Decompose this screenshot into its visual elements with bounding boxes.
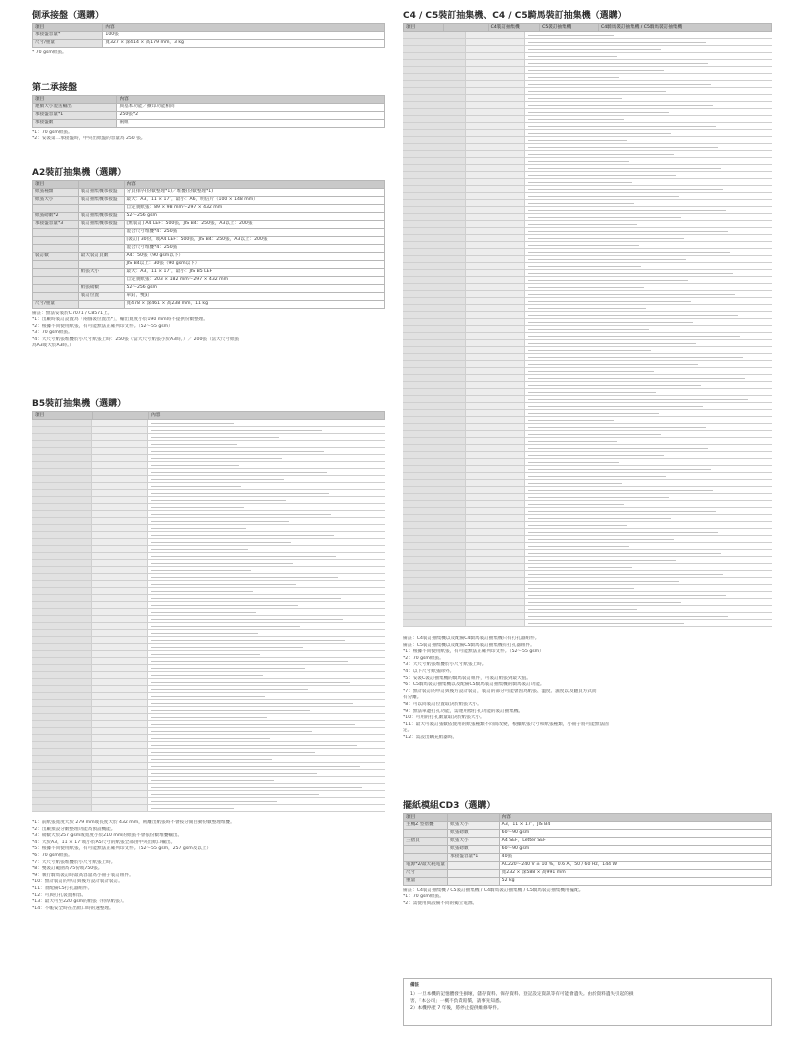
footnote: *7：大尺寸紙張堆疊於小尺寸紙張上時。 [32,859,116,865]
table-row [403,235,772,242]
table-row [32,665,385,672]
table-row [403,228,772,235]
row-sublabel: 紙張磅數 [448,829,500,837]
table-row [32,686,385,693]
table-row [32,448,385,455]
row-value: 寬232 × 深588 × 高991 mm [499,869,771,877]
row-value: 自定義紙張：203 × 182 mm～297 × 432 mm [124,276,385,284]
table-row [403,480,772,487]
table-row [403,32,772,39]
row-value: [無裝訂] A4 LEF：500張，JIS B4：250張，A3以上：200張 [124,220,385,228]
row-value: 最大：A3，11 × 17″，最小：JIS B5 LEF [124,268,385,276]
header-cell: 內容 [124,181,385,189]
table-row [32,644,385,651]
table-row [32,693,385,700]
row-value: 40張 [499,853,771,861]
section-title: C4 / C5裝訂抽集機、C4 / C5騎馬裝訂抽集機（選購） [403,11,627,21]
table-row [32,805,385,812]
table-row [403,438,772,445]
table-row [32,476,385,483]
table-row [32,777,385,784]
row-label: 紙張大小 [33,196,79,204]
table-row [403,368,772,375]
table-row [403,298,772,305]
footnote: *2：安裝第二承接盤時，中央出紙盤的容量為 250 張。 [32,136,146,142]
footnote: *1：前紙張寬度大於 279 mm或長度大於 432 mm，則離出紙張時不會按分開目動份數整理堆疊。 [32,820,235,825]
row-value: 寬327 × 深414 × 高179 mm，3 kg [103,39,385,47]
footnote: *7：無計裝訂的申訂與後方設計裝訂，裝訂的部分可能會因為紙張、溫度、濕度以及翻頁方式而 [403,688,597,694]
footnote: *2：出廠預設分數整理功能為預設機能。 [32,826,116,832]
table-row [32,539,385,546]
table-row [403,501,772,508]
table-row [32,700,385,707]
table-row [32,490,385,497]
table-row [403,452,772,459]
table-row [403,256,772,263]
table-row [32,735,385,742]
table-row [403,277,772,284]
table-row [403,144,772,151]
notice-line: 害，「本公司」一概不負責賠償，請事先知悉。 [410,998,505,1004]
header-cell: 項目 [33,181,79,189]
table-row [403,249,772,256]
footnote: *5：根據不同使用紙張，有可能無法正確列印文件。（52～55 gsm，257 gsm及以上） [32,846,212,852]
row-value: A4 SEF，Letter SEF [499,837,771,845]
table-row [403,270,772,277]
table-row [32,567,385,574]
notice-box [403,978,772,1026]
table-row [32,791,385,798]
table-row [403,263,772,270]
table-row [403,571,772,578]
table-row [403,123,772,130]
table-row [32,581,385,588]
table-row [403,578,772,585]
table-row [32,574,385,581]
row-sublabel: 裝訂位置 [78,292,124,300]
header-cell: 內容 [117,96,385,104]
table-row [403,396,772,403]
section-title: 第二承接盤 [32,83,78,93]
table-row [32,518,385,525]
spec-table [403,813,772,886]
table-row [403,347,772,354]
table-row [403,508,772,515]
table-row [403,137,772,144]
table-row [32,602,385,609]
footnote: * 70 gsm紙張。 [32,49,67,55]
row-sublabel: 紙張大小 [78,268,124,276]
table-row [403,95,772,102]
row-label: 紙張種類 [33,188,79,196]
table-row [32,756,385,763]
row-value: 分頁排序(份數整理*1)／堆疊(份數整理*1) [124,188,385,196]
table-row [403,564,772,571]
footnote: 備註：C4裝訂抽集機 / C5裝訂抽集機 / C4騎馬裝訂抽集機 / C5騎馬裝訂抽集機用擺配。 [403,887,584,893]
row-label: 承接盤容量* [33,31,103,39]
table-row [403,543,772,550]
row-label: 承接盤數 [33,119,117,127]
table-row [403,214,772,221]
row-value: JIS B4以上：30張（90 gsm以下） [124,260,385,268]
table-row [403,417,772,424]
row-label: 承接盤容量*1 [33,111,117,119]
row-value: 52～256 gsm [124,212,385,220]
footnote: *9：執行騎馬裝訂時最高容量為小冊子裝訂組件。 [32,872,134,878]
row-value: 60～90 gsm [499,845,771,853]
row-sublabel: 裝訂抽集機承接盤 [78,220,124,228]
footnote: *4：大尺寸紙張堆疊於小尺寸紙張上時：250張（當大尺寸紙張小於A3時。）／ 200張（當大尺寸紙張 [32,336,240,342]
table-row [32,546,385,553]
table-row [32,497,385,504]
header-cell: 項目 [404,814,448,822]
table-row [403,74,772,81]
table-row [403,53,772,60]
row-value: 與基本功能／擴印功能相同 [117,103,385,111]
footnote: *4：以下尺寸紙張除外。 [403,668,455,674]
table-row [32,427,385,434]
table-row [403,466,772,473]
table-row [32,462,385,469]
table-row [403,60,772,67]
footnote: *12：可與打孔裝置相容。 [32,892,87,898]
table-row [403,550,772,557]
table-row [403,305,772,312]
header-cell: C4騎馬裝訂抽集機 / C5騎馬裝訂抽集機 [599,24,772,32]
table-row [32,637,385,644]
table-row [403,340,772,347]
row-label: 電源*2/最大耗電量 [404,861,448,869]
row-label: 紙張磅數*2 [33,212,79,220]
row-label: 三摺頁 [404,837,448,845]
a2-finisher-section [32,167,385,350]
second-tray-section [32,82,385,143]
table-row [403,515,772,522]
table-row [403,599,772,606]
b5-finisher-section [32,398,385,911]
footnote: *2：根據不同使用紙張，有可能無法正確列印文件。（52～55 gsm） [32,323,173,329]
table-row [32,441,385,448]
footnote: 為A3或大於A3時。） [32,343,74,349]
table-row [403,382,772,389]
footnote: *10：可用的打孔數量取決於紙張大小。 [403,715,485,721]
table-row [32,672,385,679]
footnote: *1：70 gsm紙張。 [32,129,73,135]
spec-table [403,23,772,32]
row-value: 兩組 [117,119,385,127]
row-value: 52 kg [499,877,771,885]
table-row [403,193,772,200]
table-row [32,525,385,532]
table-row [403,606,772,613]
row-sublabel: 紙張大小 [448,837,500,845]
table-row [32,714,385,721]
table-body [32,420,385,816]
spec-table [32,411,385,420]
table-row [403,494,772,501]
section-title: 擺紙模組CD3（選購） [403,801,496,811]
footnote: *4：大於A3，11 × 17″或小於A5尺寸的紙張全部由中央出紙口輸出。 [32,839,176,845]
table-row [403,592,772,599]
table-row [403,109,772,116]
table-row [403,81,772,88]
table-row [32,560,385,567]
footnote: 備註：C4裝訂抽集機以及配備C4騎馬裝訂抽集機只有打孔器組件。 [403,636,540,641]
footnote: *14：不帳安全時在出紙口時的速整理。 [32,905,114,911]
table-row [403,102,772,109]
table-row [32,595,385,602]
table-row [32,679,385,686]
table-row [403,445,772,452]
footnote: 備註：C5裝訂抽集機以及配備C5騎馬裝訂抽集機有打孔器組件。 [403,642,535,648]
header-cell: 內容 [499,814,771,822]
table-row [32,532,385,539]
row-label: 連續大小混送輸出 [33,103,117,111]
footnote: 有分離。 [403,695,422,701]
table-row [403,46,772,53]
row-sublabel: 承接盤容量*1 [448,853,500,861]
header-cell: 內容 [103,24,385,32]
table-row [403,354,772,361]
table-row [403,403,772,410]
table-row [403,186,772,193]
table-row [32,742,385,749]
row-value: 寬478 × 深461 × 高238 mm，11 kg [124,300,385,308]
table-row [32,483,385,490]
row-value: 100張 [103,31,385,39]
table-row [32,728,385,735]
table-row [32,651,385,658]
table-row [32,749,385,756]
table-row [403,557,772,564]
table-row [32,469,385,476]
footnote: *3：磅數大於257 gsm或寬度小於210 mm的紙張不會依份數堆疊輸出。 [32,833,183,839]
row-value: 250張*2 [117,111,385,119]
row-label: 尺寸 [404,869,448,877]
footnote: *5：安裝C裝訂抽集機的騎馬裝訂組件，可裝訂紙張到最大值。 [403,675,531,681]
table-row [403,431,772,438]
table-row [32,623,385,630]
table-row [403,613,772,620]
table-row [32,420,385,427]
row-value: 最大：A3，11 × 17″，最小：A6，明信片（100 × 148 mm） [124,196,385,204]
table-row [403,116,772,123]
table-row [32,798,385,805]
header-cell: C5裝訂抽集機 [540,24,599,32]
row-value: A3，11 × 17″，JIS B4 [499,821,771,829]
table-row [403,424,772,431]
row-value: AC220～240 V ± 10 %，0.6 A，50 / 60 Hz，144 W [499,861,771,869]
table-row [403,389,772,396]
table-row [32,553,385,560]
table-row [403,158,772,165]
row-value: 單釘，雙釘 [124,292,385,300]
table-row [403,242,772,249]
footnote: *1：70 gsm紙張。 [403,894,444,900]
cd3-module-section [403,800,772,908]
table-row [403,522,772,529]
row-label: 尺寸/重量 [33,39,103,47]
table-row [403,585,772,592]
table-row [403,487,772,494]
row-sublabel: 裝訂抽集機承接盤 [78,212,124,220]
table-row [32,455,385,462]
table-row [32,658,385,665]
side-feeder-section [32,10,385,57]
row-label: 尺寸/重量 [33,300,79,308]
table-row [403,333,772,340]
footnote: *11：須配備C5打孔器組件。 [32,885,93,891]
table-row [403,529,772,536]
row-sublabel: 裝訂抽集機承接盤 [78,188,124,196]
table-row [32,707,385,714]
table-row [32,616,385,623]
footnote: *13：最大可至220 gsm的紙張（特厚紙張）。 [32,899,127,905]
table-row [32,504,385,511]
row-value: 52～256 gsm [124,284,385,292]
table-row [403,130,772,137]
table-row [403,207,772,214]
table-row [403,284,772,291]
footnote: *8：雙裝訂範圍為75份或750張。 [32,866,103,872]
table-row [403,361,772,368]
footnote: *1：出廠時裝訂設置為「兩個裝位置出*」，輸出寬度小於190 mm時不提供份數整理。 [32,317,208,323]
row-sublabel: 裝訂抽集機承接盤 [78,196,124,204]
row-label: 主機Z 型摺疊 [404,821,448,829]
row-value: 混合尺寸堆疊*4：250張 [124,244,385,252]
row-value: A4：50張（90 gsm以下） [124,252,385,260]
row-sublabel: 最大裝訂頁數 [78,252,124,260]
footnote: *12：需設出購充紙器時。 [403,734,458,740]
table-row [403,151,772,158]
header-cell: 項目 [33,412,93,420]
row-label: 重量 [404,877,448,885]
header-cell: 項目 [404,24,444,32]
notice-title: 備註 [410,983,420,988]
table-body [403,32,772,632]
header-cell: 項目 [33,24,103,32]
spec-table [32,23,385,48]
table-row [403,326,772,333]
footnote: *9：無法單邊打孔功能，需連用標打孔功能的裝訂抽集機。 [403,708,524,714]
table-row [403,39,772,46]
table-row [32,511,385,518]
c4c5-finisher-section [403,10,772,740]
table-row [403,88,772,95]
table-row [32,609,385,616]
row-value: 混合尺寸堆疊*4：250張 [124,228,385,236]
table-row [403,459,772,466]
row-value: [裝訂] 30份，或A4 LEF：500張，JIS B4：250張，A3以上：200張 [124,236,385,244]
footnote: *2：70 gsm紙張。 [403,655,444,661]
table-row [403,291,772,298]
footnote: *3：大尺寸紙張堆疊於小尺寸紙張上時。 [403,662,487,668]
footnote: *3：70 gsm紙張。 [32,330,73,336]
footnote: *11：最大可裝訂張數依使用的紙張種類不同而改變，根據紙張尺寸和紙張種類，小冊子將可能無法固 [403,721,609,727]
table-row [32,770,385,777]
row-label: 裝訂數 [33,252,79,260]
footnote: *2：需使用與設備不同的獨立電源。 [403,900,478,906]
table-row [403,410,772,417]
footnote: *1：根據不同使用紙張，有可能無法正確列印文件。（52～55 gsm） [403,649,544,655]
row-label: 承接盤容量*3 [33,220,79,228]
spec-table [32,180,385,309]
table-row [403,67,772,74]
table-row [32,434,385,441]
section-title: A2裝訂抽集機（選購） [32,168,127,178]
header-cell: 內容 [149,412,385,420]
row-sublabel: 紙張磅數 [78,284,124,292]
footnote: *8：可以同裝訂位置取決於紙張大小。 [403,701,482,707]
row-sublabel: 紙張大小 [448,821,500,829]
table-row [32,630,385,637]
footnote: 定。 [403,728,413,734]
table-row [403,221,772,228]
header-cell: C4裝訂抽集機 [488,24,540,32]
table-row [403,620,772,627]
section-title: B5裝訂抽集機（選購） [32,399,127,409]
footnote: 備註：無法安裝於C7071 / C8571上。 [32,310,113,316]
table-row [403,375,772,382]
table-row [403,179,772,186]
table-row [403,536,772,543]
table-row [403,165,772,172]
table-row [32,721,385,728]
table-row [403,172,772,179]
table-row [403,319,772,326]
notice-line: 2）本機停產 7 年後，將停止提供維修零件。 [410,1005,502,1011]
header-cell: 項目 [33,96,117,104]
spec-table [32,95,385,128]
table-row [32,588,385,595]
table-row [403,312,772,319]
row-value: 自定義紙張：89 × 98 mm～297 × 432 mm [124,204,385,212]
table-row [403,473,772,480]
section-title: 側承接盤（選購） [32,11,105,21]
table-row [32,763,385,770]
row-sublabel: 紙張磅數 [448,845,500,853]
footnote: *10：無計裝訂的申訂與後方設計裝計裝訂。 [32,879,123,885]
table-row [32,784,385,791]
footnote: *6：70 gsm紙張。 [32,852,73,858]
row-value: 60～90 gsm [499,829,771,837]
notice-line: 1）一旦本機的記憶體發生損壞，儲存資料、保存資料、登記設定資訊等有可能會遺失。由於資料遺失引起的損 [410,991,634,997]
footnote: *6：C5騎馬裝訂抽集機以及配備C5騎馬裝訂抽集機的騎馬裝訂功能。 [403,682,545,688]
table-row [403,200,772,207]
